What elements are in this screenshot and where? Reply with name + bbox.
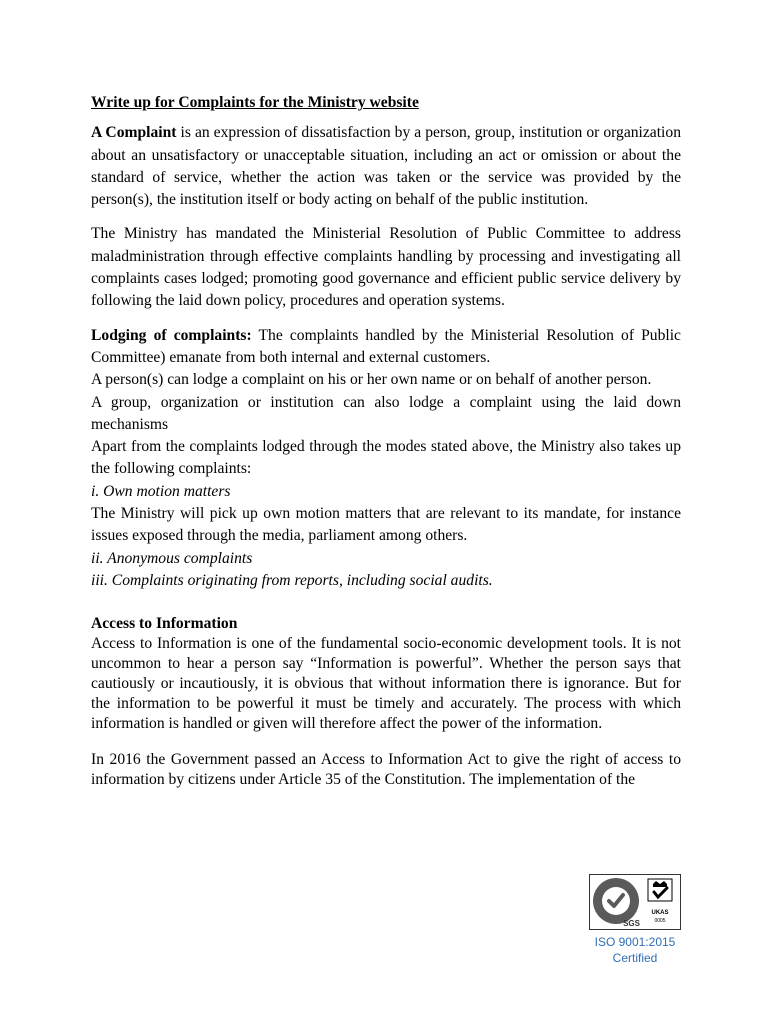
act-section <box>91 750 681 790</box>
ukas-mark-icon <box>643 878 677 924</box>
lodging-section <box>91 325 681 593</box>
sgs-label: SGS <box>623 919 640 928</box>
sgs-seal-icon <box>593 878 639 924</box>
document-page <box>91 92 681 790</box>
access-heading: Access to Information <box>91 615 238 633</box>
iso-certified-label: Certified <box>612 951 658 965</box>
list-item-own-motion: i. Own motion matters <box>91 482 231 500</box>
own-motion-text: The Ministry will pick up own motion matters that are relevant to its mandate, for instance issues exposed through the media, parliament among others. <box>91 505 681 545</box>
lodging-intro <box>91 325 681 370</box>
iso-standard-label: ISO 9001:2015 <box>594 935 676 949</box>
access-section <box>91 614 681 734</box>
list-item-anonymous: ii. Anonymous complaints <box>91 549 253 567</box>
lodging-intro-text: The complaints handled by the Ministerial Resolution of Public Committee) emanate from both internal and external customers. <box>91 326 681 366</box>
access-act-text: In 2016 the Government passed an Access to Information Act to give the right of access to information by citizens under Article 35 of the Constitution. The implementation of the <box>91 751 681 789</box>
mandate-paragraph: The Ministry has mandated the Ministerial Resolution of Public Committee to address maladministration through effective complaints handling by processing and investigating all complaints cases lodged; promoting good governance and efficient public service delivery by following the laid down policy, procedures and operation systems. <box>91 225 681 310</box>
lodging-heading: Lodging of complaints: <box>91 326 252 344</box>
lodging-apart: Apart from the complaints lodged through the modes stated above, the Ministry also takes up the following complaints: <box>91 438 681 478</box>
checkmark-icon <box>602 887 630 915</box>
complaint-term: A Complaint <box>91 124 177 142</box>
access-text: Access to Information is one of the fundamental socio-economic development tools. It is not uncommon to hear a person say “Information is powerful”. Whether the person says that cautiously or incautiously, it is obvious that without information there is ignorance. But for the information to be powerful it must be timely and accurately. The process with which information is handled or given will therefore affect the power of the information. <box>91 635 681 733</box>
complaint-definition-text: is an expression of dissatisfaction by a person, group, institution or organization about an unsatisfactory or unacceptable situation, including an act or omission or about the standard of service, whether the action was taken or the service was provided by the person(s), the institution itself or body acting on behalf of the public institution. <box>91 124 681 209</box>
ukas-label: UKAS <box>651 910 669 916</box>
ukas-number: 0005 <box>654 918 666 924</box>
iso-caption <box>589 934 681 966</box>
certification-logo <box>589 874 681 930</box>
lodging-group: A group, organization or institution can also lodge a complaint using the laid down mechanisms <box>91 393 681 433</box>
iso-certification <box>589 874 681 966</box>
document-title: Write up for Complaints for the Ministry website <box>91 94 419 111</box>
complaint-definition <box>91 122 681 211</box>
list-item-reports: iii. Complaints originating from reports, including social audits. <box>91 571 493 589</box>
crown-tick-icon <box>643 878 677 904</box>
lodging-person: A person(s) can lodge a complaint on his or her own name or on behalf of another person. <box>91 371 652 389</box>
